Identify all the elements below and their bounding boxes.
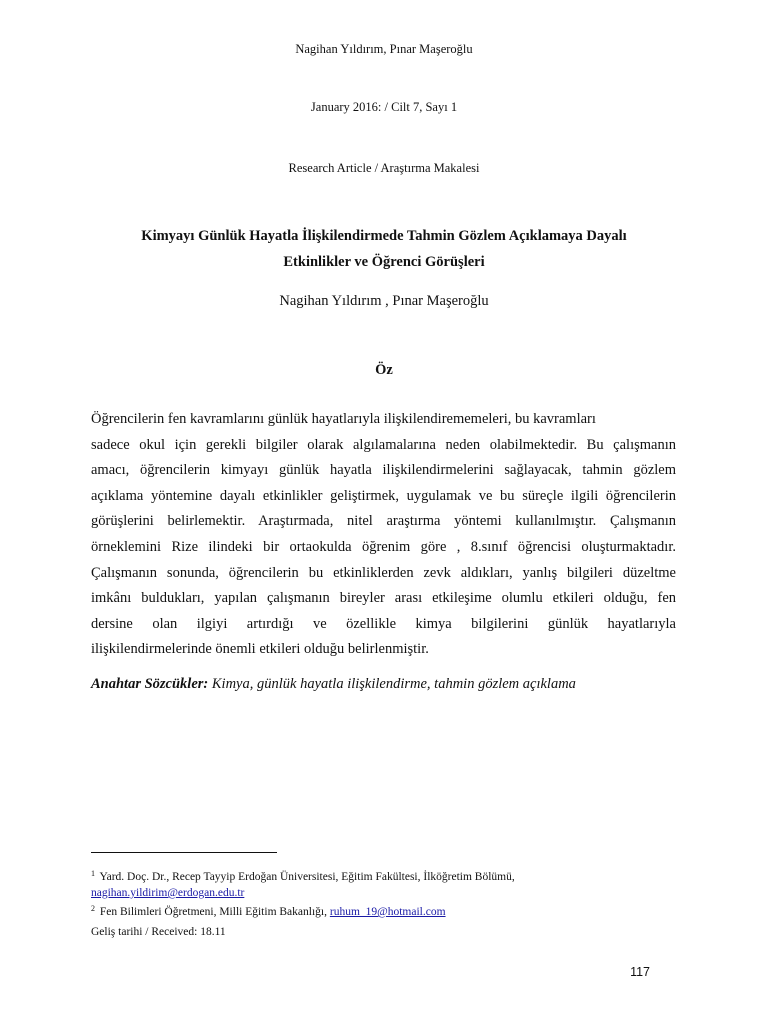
abstract-line: Çalışmanın sonunda, öğrencilerin bu etkinliklerden zevk aldıkları, yanlış bilgileri düzeltme bbox=[91, 564, 676, 581]
article-type: Research Article / Araştırma Makalesi bbox=[288, 161, 480, 175]
title-line-2: Etkinlikler ve Öğrenci Görüşleri bbox=[283, 254, 485, 270]
footnote-1-marker: 1 bbox=[91, 869, 95, 878]
keywords-label: Anahtar Sözcükler: bbox=[91, 676, 209, 692]
author-list: Nagihan Yıldırım , Pınar Maşeroğlu bbox=[279, 293, 489, 309]
abstract-line: amacı, öğrencilerin kimyayı günlük hayatla ilişkilendirmelerini sağlayacak, tahmin gözlem bbox=[91, 462, 676, 479]
keywords bbox=[91, 676, 576, 693]
abstract-line: açıklama yöntemine dayalı etkinlikler geliştirmek, uygulamak ve bu süreçle ilgili öğrencilerin bbox=[91, 487, 676, 504]
keywords-value: Kimya, günlük hayatla ilişkilendirme, tahmin gözlem açıklama bbox=[208, 676, 576, 692]
title-line-1: Kimyayı Günlük Hayatla İlişkilendirmede Tahmin Gözlem Açıklamaya Dayalı bbox=[141, 228, 627, 244]
footnote-2-email-link[interactable]: ruhum_19@hotmail.com bbox=[329, 906, 446, 918]
abstract-body bbox=[91, 407, 676, 663]
running-header-authors: Nagihan Yıldırım, Pınar Maşeroğlu bbox=[295, 42, 473, 56]
footnote-2-marker: 2 bbox=[91, 904, 95, 913]
footnote-2-text: Fen Bilimleri Öğretmeni, Milli Eğitim Bakanlığı, bbox=[97, 906, 330, 918]
received-date: Geliş tarihi / Received: 18.11 bbox=[91, 926, 226, 938]
abstract-line: imkânı buldukları, yapılan çalışmanın bireyler arası etkileşime olumlu etkileri olduğu, fen bbox=[91, 590, 676, 607]
footnote-2 bbox=[91, 901, 446, 920]
abstract-line: Öğrencilerin fen kavramlarını günlük hayatlarıyla ilişkilendirememeleri, bu kavramları bbox=[91, 411, 596, 427]
footnote-1 bbox=[91, 866, 515, 901]
footnote-1-email-link[interactable]: nagihan.yildirim@erdogan.edu.tr bbox=[91, 887, 245, 899]
page-number: 117 bbox=[630, 965, 650, 979]
issue-info: January 2016: / Cilt 7, Sayı 1 bbox=[310, 100, 458, 114]
abstract-line: örneklemini Rize ilindeki bir ortaokulda öğrenim göre , 8.sınıf öğrencisi oluşturmaktadır. bbox=[91, 538, 676, 555]
abstract-line: görüşlerini belirlemektir. Araştırmada, nitel araştırma yöntemi kullanılmıştır. Çalışmanın bbox=[91, 513, 676, 530]
abstract-line: dersine olan ilgiyi artırdığı ve özellikle kimya bilgilerini günlük hayatlarıyla bbox=[91, 615, 676, 632]
footnote-1-text: Yard. Doç. Dr., Recep Tayyip Erdoğan Üniversitesi, Eğitim Fakültesi, İlköğretim Bölümü, bbox=[97, 871, 515, 883]
article-title bbox=[0, 223, 768, 275]
abstract-line: sadece okul için gerekli bilgiler olarak algılamalarına neden olabilmektedir. Bu çalışmanın bbox=[91, 436, 676, 453]
abstract-heading: Öz bbox=[375, 362, 393, 378]
footnote-divider bbox=[91, 852, 277, 853]
abstract-line: ilişkilendirmelerinde önemli etkileri olduğu belirlenmiştir. bbox=[91, 641, 429, 658]
